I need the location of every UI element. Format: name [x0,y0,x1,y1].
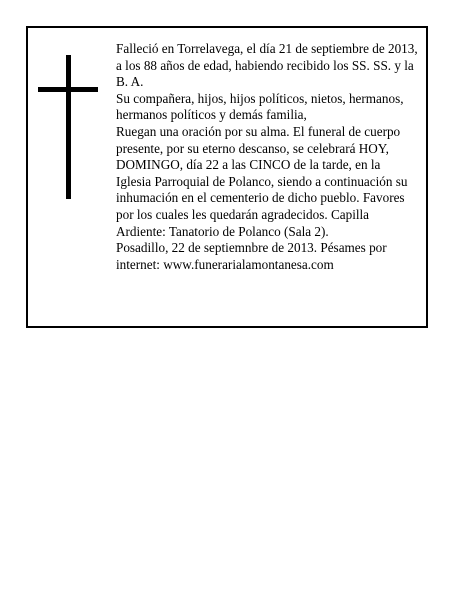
notice-paragraph-family: Su compañera, hijos, hijos políticos, nietos, hermanos, hermanos políticos y demás familia, [116,90,404,123]
obituary-notice [26,26,428,328]
latin-cross-icon [38,55,98,199]
cross-horizontal-bar [38,87,98,92]
notice-text [116,41,418,273]
cross-vertical-bar [66,55,71,199]
notice-paragraph-death: Falleció en Torrelavega, el día 21 de septiembre de 2013, a los 88 años de edad, habiendo recibido los SS. SS. y la B. A. [116,41,418,90]
notice-paragraph-funeral: Ruegan una oración por su alma. El funeral de cuerpo presente, por su eterno descanso, se celebrará HOY, DOMINGO, día 22 a las CINCO de la tarde, en la Iglesia Parroquial de Polanco, siendo a continuación su inhumación en el cementerio de dicho pueblo. Favores por los cuales les quedarán agradecidos. Capilla Ardiente: Tanatorio de Polanco (Sala 2). [116,123,408,239]
notice-paragraph-condolences: Posadillo, 22 de septiemnbre de 2013. Pésames por internet: www.funerarialamontanesa.com [116,240,387,272]
